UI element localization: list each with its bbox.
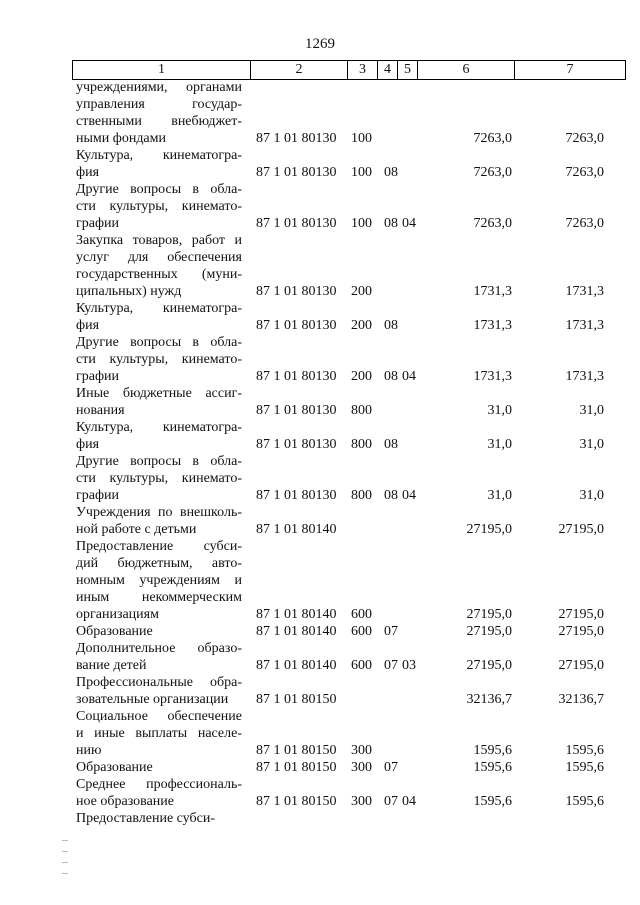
table-row xyxy=(0,708,640,759)
description-line: фия xyxy=(76,318,100,333)
description-line: учреждениями, органами xyxy=(76,80,242,95)
description-line: Другие вопросы в обла- xyxy=(76,182,242,197)
row-value-col7: 27195,0 xyxy=(558,522,604,537)
row-value-col7: 1595,6 xyxy=(565,794,604,809)
table-row xyxy=(0,538,640,623)
row-description xyxy=(76,759,242,776)
description-line: графии xyxy=(76,216,120,231)
margin-mark xyxy=(62,851,68,852)
row-code: 87 1 01 80130 xyxy=(256,165,337,180)
description-line: сти культуры, кинемато- xyxy=(76,199,242,214)
row-description xyxy=(76,147,242,181)
row-code: 87 1 01 80140 xyxy=(256,522,337,537)
description-line: номным учреждениям и xyxy=(76,573,242,588)
row-value-col7: 1731,3 xyxy=(565,369,604,384)
description-line: ной работе с детьми xyxy=(76,522,197,537)
row-description xyxy=(76,385,242,419)
description-line: управления государ- xyxy=(76,97,242,112)
row-value-col7: 7263,0 xyxy=(565,165,604,180)
table-row xyxy=(0,776,640,810)
description-line: Профессиональные обра- xyxy=(76,675,242,690)
row-description xyxy=(76,776,242,810)
description-line: ственными внебюджет- xyxy=(76,114,242,129)
row-value-col7: 1731,3 xyxy=(565,318,604,333)
row-code: 87 1 01 80140 xyxy=(256,624,337,639)
table-row xyxy=(0,300,640,334)
description-line: Культура, кинематогра- xyxy=(76,148,242,163)
description-line: Иные бюджетные ассиг- xyxy=(76,386,242,401)
header-col-3: 3 xyxy=(347,61,377,79)
description-line: Учреждения по внешколь- xyxy=(76,505,242,520)
table-row xyxy=(0,232,640,300)
row-description xyxy=(76,419,242,453)
description-line: Культура, кинематогра- xyxy=(76,301,242,316)
row-subsection: 04 xyxy=(402,216,416,231)
description-line: сти культуры, кинемато- xyxy=(76,471,242,486)
row-value-col6: 32136,7 xyxy=(466,692,512,707)
row-description xyxy=(76,708,242,759)
row-value-col7: 7263,0 xyxy=(565,131,604,146)
row-section: 08 xyxy=(384,165,398,180)
row-description xyxy=(76,810,242,827)
row-description xyxy=(76,232,242,300)
row-section: 07 xyxy=(384,794,398,809)
row-code: 87 1 01 80130 xyxy=(256,369,337,384)
row-subsection: 03 xyxy=(402,658,416,673)
row-expense-type: 200 xyxy=(351,284,372,299)
row-expense-type: 800 xyxy=(351,488,372,503)
row-code: 87 1 01 80150 xyxy=(256,794,337,809)
row-value-col7: 32136,7 xyxy=(558,692,604,707)
description-line: иным некоммерческим xyxy=(76,590,242,605)
description-line: фия xyxy=(76,437,100,452)
description-line: вание детей xyxy=(76,658,147,673)
row-section: 07 xyxy=(384,760,398,775)
row-value-col7: 1595,6 xyxy=(565,743,604,758)
table-row xyxy=(0,640,640,674)
margin-mark xyxy=(62,840,68,841)
margin-marks xyxy=(62,840,72,884)
row-code: 87 1 01 80140 xyxy=(256,607,337,622)
table-body xyxy=(0,79,640,827)
page-number: 1269 xyxy=(305,36,335,52)
description-line: ципальных) нужд xyxy=(76,284,182,299)
row-value-col6: 1731,3 xyxy=(473,318,512,333)
row-expense-type: 200 xyxy=(351,318,372,333)
row-expense-type: 300 xyxy=(351,760,372,775)
row-value-col6: 31,0 xyxy=(487,403,512,418)
table-row xyxy=(0,419,640,453)
row-code: 87 1 01 80150 xyxy=(256,760,337,775)
row-section: 07 xyxy=(384,624,398,639)
row-value-col7: 31,0 xyxy=(579,437,604,452)
description-line: Закупка товаров, работ и xyxy=(76,233,242,248)
row-description xyxy=(76,79,242,147)
description-line: сти культуры, кинемато- xyxy=(76,352,242,367)
row-code: 87 1 01 80150 xyxy=(256,743,337,758)
row-value-col7: 27195,0 xyxy=(558,658,604,673)
row-expense-type: 600 xyxy=(351,624,372,639)
row-value-col6: 1731,3 xyxy=(473,284,512,299)
row-subsection: 04 xyxy=(402,369,416,384)
header-col-1: 1 xyxy=(72,61,250,79)
row-code: 87 1 01 80150 xyxy=(256,692,337,707)
row-subsection: 04 xyxy=(402,794,416,809)
table-row xyxy=(0,810,640,827)
table-row xyxy=(0,181,640,232)
table-row xyxy=(0,759,640,776)
margin-mark xyxy=(62,862,68,863)
row-code: 87 1 01 80130 xyxy=(256,216,337,231)
row-description xyxy=(76,334,242,385)
description-line: нования xyxy=(76,403,125,418)
row-description xyxy=(76,623,242,640)
row-value-col6: 1595,6 xyxy=(473,794,512,809)
row-code: 87 1 01 80130 xyxy=(256,131,337,146)
row-code: 87 1 01 80130 xyxy=(256,318,337,333)
description-line: государственных (муни- xyxy=(76,267,242,282)
row-value-col6: 27195,0 xyxy=(466,624,512,639)
row-value-col6: 31,0 xyxy=(487,437,512,452)
row-expense-type: 600 xyxy=(351,607,372,622)
row-value-col7: 27195,0 xyxy=(558,607,604,622)
description-line: и иные выплаты населе- xyxy=(76,726,242,741)
description-line: организациям xyxy=(76,607,159,622)
header-col-7: 7 xyxy=(514,61,626,79)
row-expense-type: 200 xyxy=(351,369,372,384)
description-line: фия xyxy=(76,165,100,180)
row-section: 07 xyxy=(384,658,398,673)
row-expense-type: 600 xyxy=(351,658,372,673)
row-expense-type: 800 xyxy=(351,437,372,452)
header-col-4: 4 xyxy=(377,61,397,79)
description-line: Социальное обеспечение xyxy=(76,709,242,724)
row-description xyxy=(76,181,242,232)
row-value-col6: 7263,0 xyxy=(473,165,512,180)
description-line: Образование xyxy=(76,624,153,639)
row-value-col7: 31,0 xyxy=(579,488,604,503)
row-section: 08 xyxy=(384,318,398,333)
description-line: зовательные организации xyxy=(76,692,229,707)
table-row xyxy=(0,385,640,419)
row-value-col6: 1595,6 xyxy=(473,743,512,758)
row-code: 87 1 01 80130 xyxy=(256,284,337,299)
row-value-col6: 27195,0 xyxy=(466,658,512,673)
row-value-col6: 7263,0 xyxy=(473,131,512,146)
description-line: ное образование xyxy=(76,794,174,809)
description-line: графии xyxy=(76,488,120,503)
row-description xyxy=(76,300,242,334)
table-row xyxy=(0,79,640,147)
table-row xyxy=(0,504,640,538)
header-col-6: 6 xyxy=(417,61,514,79)
description-line: Дополнительное образо- xyxy=(76,641,242,656)
description-line: ными фондами xyxy=(76,131,167,146)
row-description xyxy=(76,674,242,708)
row-section: 08 xyxy=(384,369,398,384)
description-line: Образование xyxy=(76,760,153,775)
margin-mark xyxy=(62,873,68,874)
row-value-col7: 1731,3 xyxy=(565,284,604,299)
row-description xyxy=(76,504,242,538)
row-value-col6: 1731,3 xyxy=(473,369,512,384)
row-description xyxy=(76,453,242,504)
row-value-col7: 1595,6 xyxy=(565,760,604,775)
table-row xyxy=(0,453,640,504)
description-line: нию xyxy=(76,743,102,758)
row-description xyxy=(76,640,242,674)
header-col-5: 5 xyxy=(397,61,417,79)
row-value-col6: 27195,0 xyxy=(466,607,512,622)
row-value-col6: 7263,0 xyxy=(473,216,512,231)
row-code: 87 1 01 80130 xyxy=(256,488,337,503)
header-col-2: 2 xyxy=(250,61,347,79)
row-expense-type: 100 xyxy=(351,131,372,146)
description-line: Другие вопросы в обла- xyxy=(76,335,242,350)
row-expense-type: 300 xyxy=(351,794,372,809)
description-line: Предоставление субси- xyxy=(76,811,215,826)
description-line: Культура, кинематогра- xyxy=(76,420,242,435)
description-line: Другие вопросы в обла- xyxy=(76,454,242,469)
description-line: графии xyxy=(76,369,120,384)
row-section: 08 xyxy=(384,216,398,231)
row-section: 08 xyxy=(384,437,398,452)
row-expense-type: 300 xyxy=(351,743,372,758)
row-description xyxy=(76,538,242,623)
row-value-col6: 31,0 xyxy=(487,488,512,503)
table-row xyxy=(0,674,640,708)
row-code: 87 1 01 80140 xyxy=(256,658,337,673)
table-row xyxy=(0,623,640,640)
row-subsection: 04 xyxy=(402,488,416,503)
row-value-col6: 27195,0 xyxy=(466,522,512,537)
table-row xyxy=(0,334,640,385)
table-row xyxy=(0,147,640,181)
row-value-col7: 31,0 xyxy=(579,403,604,418)
row-value-col7: 27195,0 xyxy=(558,624,604,639)
description-line: услуг для обеспечения xyxy=(76,250,242,265)
row-expense-type: 100 xyxy=(351,216,372,231)
table-header xyxy=(72,60,626,80)
description-line: Предоставление субси- xyxy=(76,539,242,554)
row-section: 08 xyxy=(384,488,398,503)
description-line: дий бюджетным, авто- xyxy=(76,556,242,571)
row-value-col7: 7263,0 xyxy=(565,216,604,231)
row-value-col6: 1595,6 xyxy=(473,760,512,775)
row-code: 87 1 01 80130 xyxy=(256,437,337,452)
row-expense-type: 100 xyxy=(351,165,372,180)
row-code: 87 1 01 80130 xyxy=(256,403,337,418)
description-line: Среднее профессиональ- xyxy=(76,777,242,792)
row-expense-type: 800 xyxy=(351,403,372,418)
